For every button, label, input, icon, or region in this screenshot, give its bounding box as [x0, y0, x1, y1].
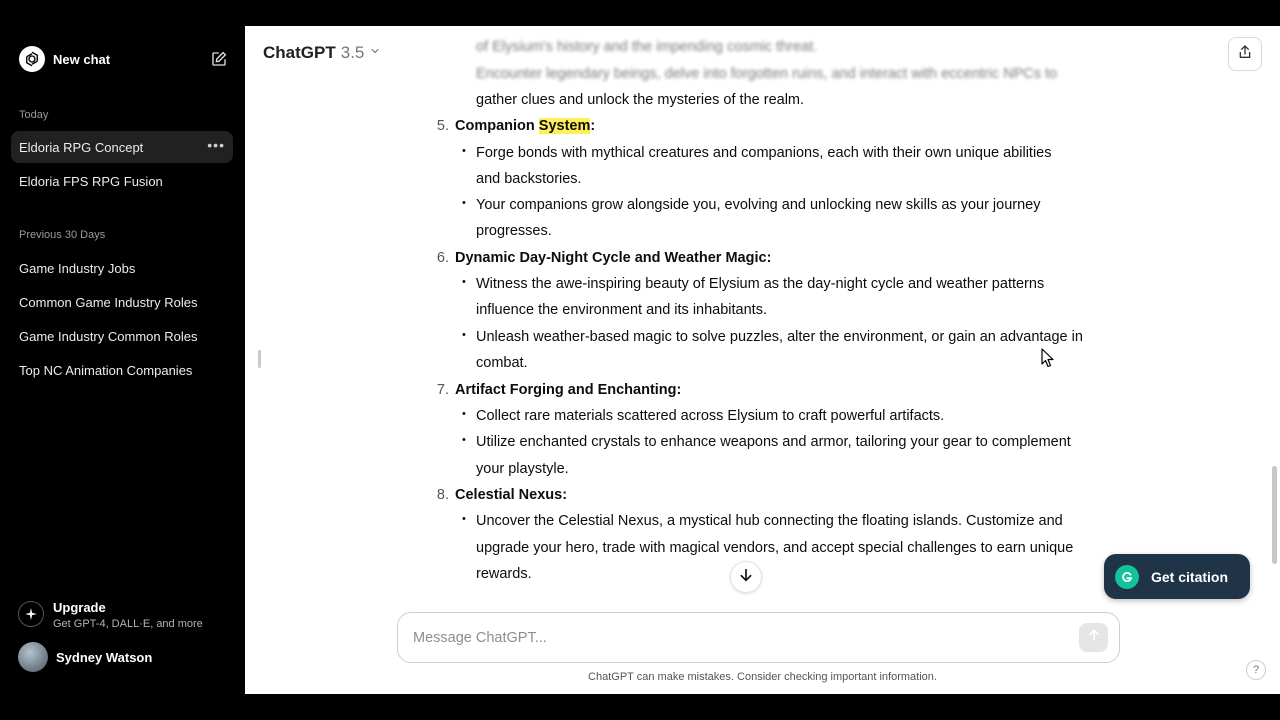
openai-logo-icon [19, 46, 45, 72]
sidebar-item-label: Game Industry Common Roles [19, 328, 198, 344]
sidebar-item-common-game-industry-roles[interactable] [11, 286, 233, 318]
sidebar-item-label: Eldoria RPG Concept [19, 139, 144, 155]
sidebar [0, 26, 245, 694]
sidebar-item-eldoria-fps-rpg-fusion[interactable] [11, 165, 233, 197]
model-selector[interactable] [263, 43, 381, 63]
scrollbar[interactable] [1272, 466, 1277, 564]
grammarly-icon [1115, 565, 1139, 589]
list-number: 7. [436, 382, 449, 398]
upgrade-button[interactable] [18, 600, 233, 634]
share-icon [1237, 44, 1253, 65]
bullet: • [462, 276, 466, 288]
upgrade-title: Upgrade [53, 600, 106, 615]
new-chat-label: New chat [53, 51, 111, 67]
list-item-text: progresses. [476, 223, 552, 239]
list-heading-text: Dynamic Day-Night Cycle and Weather Magic: [455, 250, 772, 266]
list-item-text: Utilize enchanted crystals to enhance weapons and armor, tailoring your gear to complement [476, 434, 1071, 450]
bullet: • [462, 513, 466, 525]
user-menu[interactable] [18, 642, 152, 672]
list-item-text: gather clues and unlock the mysteries of the realm. [476, 92, 805, 108]
message-input[interactable] [413, 627, 1053, 649]
list-item-text: upgrade your hero, trade with magical vendors, and accept special challenges to earn unique [476, 540, 1074, 556]
sidebar-item-label: Eldoria FPS RPG Fusion [19, 173, 163, 189]
scroll-to-bottom-button[interactable] [730, 561, 762, 593]
message-content [433, 26, 1113, 586]
model-name: ChatGPT [263, 43, 336, 62]
section-label-today: Today [19, 109, 49, 121]
avatar [18, 642, 48, 672]
more-options-icon[interactable]: ••• [207, 137, 225, 153]
mouse-cursor-icon [1041, 348, 1055, 373]
bullet: • [462, 197, 466, 209]
list-item-text: Uncover the Celestial Nexus, a mystical hub connecting the floating islands. Customize and [476, 513, 1063, 529]
faded-text: Encounter legendary beings, delve into forgotten ruins, and interact with eccentric NPCs to [476, 66, 1058, 82]
list-item-text: your playstyle. [476, 461, 569, 477]
disclaimer-text: ChatGPT can make mistakes. Consider checking important information. [588, 671, 937, 683]
list-heading-text: Companion System: [455, 118, 596, 134]
bullet: • [462, 408, 466, 420]
help-button[interactable]: ? [1246, 660, 1266, 680]
share-button[interactable] [1228, 37, 1262, 71]
sidebar-resize-handle[interactable] [258, 350, 261, 368]
list-item-text: Unleash weather-based magic to solve puzzles, alter the environment, or gain an advantage in [476, 329, 1083, 345]
sidebar-item-label: Game Industry Jobs [19, 260, 136, 276]
upgrade-subtitle: Get GPT-4, DALL·E, and more [53, 618, 203, 630]
highlighted-text: System [538, 118, 591, 134]
bullet: • [462, 145, 466, 157]
message-composer [397, 612, 1120, 663]
list-heading-text: Artifact Forging and Enchanting: [455, 382, 682, 398]
sparkle-icon [18, 601, 44, 627]
list-number: 8. [436, 487, 449, 503]
list-number: 6. [436, 250, 449, 266]
list-number: 5. [436, 118, 449, 134]
list-item-text: combat. [476, 355, 528, 371]
list-item-text: rewards. [476, 566, 532, 582]
bullet: • [462, 329, 466, 341]
arrow-down-icon [738, 567, 754, 588]
new-chat-button[interactable] [12, 42, 234, 76]
sidebar-item-top-nc-animation-companies[interactable] [11, 354, 233, 386]
list-item-text: Your companions grow alongside you, evolving and unlocking new skills as your journey [476, 197, 1041, 213]
chevron-down-icon [369, 44, 381, 62]
sidebar-item-label: Common Game Industry Roles [19, 294, 198, 310]
sidebar-item-game-industry-jobs[interactable] [11, 252, 233, 284]
bullet: • [462, 434, 466, 446]
sidebar-item-eldoria-rpg-concept[interactable] [11, 131, 233, 163]
user-name: Sydney Watson [56, 649, 153, 665]
list-item-text: influence the environment and its inhabitants. [476, 302, 767, 318]
sidebar-item-game-industry-common-roles[interactable] [11, 320, 233, 352]
list-item-text: Witness the awe-inspiring beauty of Elysium as the day-night cycle and weather patterns [476, 276, 1045, 292]
citation-label: Get citation [1151, 568, 1229, 585]
list-item-text: and backstories. [476, 171, 582, 187]
compose-icon[interactable] [210, 50, 228, 73]
section-label-previous-30-days: Previous 30 Days [19, 229, 106, 241]
model-version: 3.5 [340, 43, 365, 62]
main-panel [245, 26, 1280, 694]
send-button[interactable] [1079, 623, 1108, 652]
arrow-up-icon [1087, 628, 1101, 647]
list-heading-text: Celestial Nexus: [455, 487, 568, 503]
sidebar-item-label: Top NC Animation Companies [19, 362, 193, 378]
faded-text: of Elysium's history and the impending cosmic threat. [476, 39, 818, 55]
list-item-text: Collect rare materials scattered across Elysium to craft powerful artifacts. [476, 408, 945, 424]
list-item-text: Forge bonds with mythical creatures and companions, each with their own unique abilities [476, 145, 1052, 161]
get-citation-button[interactable] [1104, 554, 1250, 599]
